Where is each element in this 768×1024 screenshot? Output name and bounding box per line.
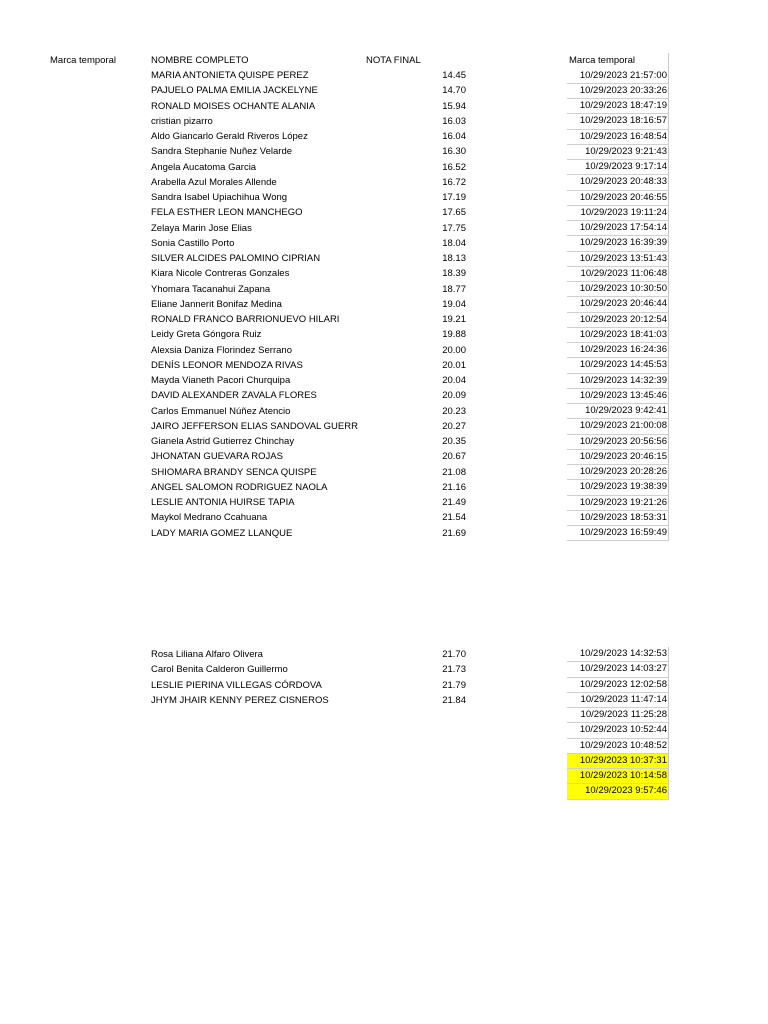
grade-cell: 21.84 xyxy=(442,694,466,706)
grade-cell: 17.65 xyxy=(442,207,466,219)
right-timestamp-cell: 10/29/2023 10:30:50 xyxy=(567,282,669,297)
grade-cell: 15.94 xyxy=(442,100,466,112)
right-timestamp-cell: 10/29/2023 19:11:24 xyxy=(567,206,669,221)
table-row xyxy=(0,678,480,693)
name-cell: Sandra Isabel Upiachihua Wong xyxy=(151,192,288,203)
grade-cell: 17.19 xyxy=(442,192,466,203)
grade-cell: 20.00 xyxy=(442,344,466,356)
table-row xyxy=(0,175,480,190)
right-header-marca-temporal: Marca temporal xyxy=(567,53,669,69)
table-row xyxy=(0,510,480,525)
grade-cell: 20.09 xyxy=(442,390,466,402)
name-cell: Aldo Giancarlo Gerald Riveros López xyxy=(151,131,308,142)
table-row xyxy=(0,434,480,449)
grade-cell: 16.30 xyxy=(442,146,466,158)
right-timestamp-cell: 10/29/2023 10:48:52 xyxy=(567,739,669,754)
highlighted-timestamp-cell: 10/29/2023 9:57:46 xyxy=(567,784,669,799)
right-timestamp-cell: 10/29/2023 14:03:27 xyxy=(567,662,669,677)
right-timestamp-cell: 10/29/2023 12:02:58 xyxy=(567,678,669,693)
right-timestamp-cell: 10/29/2023 9:21:43 xyxy=(567,145,669,160)
right-timestamp-cell: 10/29/2023 20:56:56 xyxy=(567,435,669,450)
right-timestamp-cell: 10/29/2023 14:45:53 xyxy=(567,358,669,373)
grade-cell: 21.54 xyxy=(442,512,466,524)
right-timestamp-cell: 10/29/2023 18:16:57 xyxy=(567,114,669,129)
grade-cell: 21.08 xyxy=(442,466,466,478)
right-timestamp-cell: 10/29/2023 18:47:19 xyxy=(567,99,669,114)
name-cell: Kiara Nicole Contreras Gonzales xyxy=(151,268,290,280)
table-row xyxy=(0,236,480,251)
highlighted-timestamp-cell: 10/29/2023 10:37:31 xyxy=(567,754,669,769)
right-timestamp-cell: 10/29/2023 16:24:36 xyxy=(567,343,669,358)
name-cell: JAIRO JEFFERSON ELIAS SANDOVAL GUERR xyxy=(151,420,358,432)
name-cell: Gianela Astrid Gutierrez Chinchay xyxy=(151,436,295,447)
right-timestamp-cell: 10/29/2023 11:47:14 xyxy=(567,693,669,708)
name-cell: JHONATAN GUEVARA ROJAS xyxy=(151,451,283,463)
name-cell: DENÍS LEONOR MENDOZA RIVAS xyxy=(151,359,303,371)
name-cell: Rosa Liliana Alfaro Olivera xyxy=(151,649,263,660)
grade-cell: 20.67 xyxy=(442,451,466,463)
table-row xyxy=(0,282,480,297)
right-timestamp-cell: 10/29/2023 20:48:33 xyxy=(567,175,669,190)
grade-cell: 16.52 xyxy=(442,161,466,173)
name-cell: LESLIE ANTONIA HUIRSE TAPIA xyxy=(151,497,295,508)
table-row xyxy=(0,251,480,266)
table-row xyxy=(0,327,480,342)
right-timestamp-cell: 10/29/2023 13:51:43 xyxy=(567,252,669,267)
right-timestamp-cell: 10/29/2023 14:32:53 xyxy=(567,647,669,662)
table-row xyxy=(0,221,480,236)
table-row xyxy=(0,404,480,419)
right-timestamp-cell: 10/29/2023 14:32:39 xyxy=(567,374,669,389)
right-timestamp-cell: 10/29/2023 21:00:08 xyxy=(567,419,669,434)
lower-grade-table xyxy=(0,647,480,708)
table-row xyxy=(0,114,480,129)
name-cell: Maykol Medrano Ccahuana xyxy=(151,512,268,524)
table-row xyxy=(0,205,480,220)
highlighted-timestamp-cell: 10/29/2023 10:14:58 xyxy=(567,769,669,784)
name-cell: Mayda Vianeth Pacori Churquipa xyxy=(151,375,291,386)
name-cell: Sandra Stephanie Nuñez Velarde xyxy=(151,146,293,158)
right-timestamp-cell: 10/29/2023 10:52:44 xyxy=(567,723,669,738)
name-cell: SHIOMARA BRANDY SENCA QUISPE xyxy=(151,466,317,478)
name-cell: Sonia Castillo Porto xyxy=(151,237,235,249)
right-timestamp-cell: 10/29/2023 19:38:39 xyxy=(567,480,669,495)
grade-cell: 20.01 xyxy=(442,359,466,371)
name-cell: LADY MARIA GOMEZ LLANQUE xyxy=(151,527,293,539)
table-row xyxy=(0,160,480,175)
grade-cell: 20.23 xyxy=(442,405,466,417)
grade-cell: 18.13 xyxy=(442,253,466,264)
right-timestamp-cell: 10/29/2023 20:46:44 xyxy=(567,297,669,312)
table-row xyxy=(0,495,480,510)
grade-cell: 19.21 xyxy=(442,314,466,325)
table-row xyxy=(0,343,480,358)
table-row xyxy=(0,129,480,144)
grade-cell: 19.88 xyxy=(442,329,466,341)
table-row xyxy=(0,480,480,495)
table-row xyxy=(0,68,480,83)
right-timestamp-cell: 10/29/2023 13:45:46 xyxy=(567,389,669,404)
right-upper-list xyxy=(567,69,669,542)
right-timestamp-cell: 10/29/2023 9:17:14 xyxy=(567,160,669,175)
grade-cell: 19.04 xyxy=(442,298,466,310)
grade-cell: 14.45 xyxy=(442,70,466,81)
right-timestamp-cell: 10/29/2023 17:54:14 xyxy=(567,221,669,236)
table-row xyxy=(0,693,480,708)
table-row xyxy=(0,99,480,114)
right-timestamp-cell: 10/29/2023 20:28:26 xyxy=(567,465,669,480)
grade-cell: 18.77 xyxy=(442,283,466,295)
table-row xyxy=(0,190,480,205)
grade-cell: 21.73 xyxy=(442,664,466,676)
grade-cell: 14.70 xyxy=(442,85,466,97)
name-cell: DAVID ALEXANDER ZAVALA FLORES xyxy=(151,390,317,402)
name-cell: Leidy Greta Góngora Ruiz xyxy=(151,329,262,341)
table-row xyxy=(0,419,480,434)
name-cell: FELA ESTHER LEON MANCHEGO xyxy=(151,207,303,219)
grade-cell: 16.72 xyxy=(442,176,466,188)
table-row xyxy=(0,266,480,281)
name-cell: MARIA ANTONIETA QUISPE PEREZ xyxy=(151,70,309,81)
table-row xyxy=(0,662,480,677)
table-row xyxy=(0,83,480,98)
name-cell: JHYM JHAIR KENNY PEREZ CISNEROS xyxy=(151,694,329,706)
name-cell: Carol Benita Calderon Guillermo xyxy=(151,664,288,676)
table-row xyxy=(0,647,480,662)
table-row xyxy=(0,373,480,388)
header-marca-temporal: Marca temporal xyxy=(50,55,116,66)
name-cell: Arabella Azul Morales Allende xyxy=(151,176,277,188)
right-timestamp-cell: 10/29/2023 18:41:03 xyxy=(567,328,669,343)
grade-cell: 18.39 xyxy=(442,268,466,280)
grade-cell: 20.35 xyxy=(442,436,466,447)
grade-cell: 21.69 xyxy=(442,527,466,539)
main-grade-table xyxy=(0,68,480,541)
name-cell: ANGEL SALOMON RODRIGUEZ NAOLA xyxy=(151,481,328,493)
right-timestamp-cell: 10/29/2023 20:46:15 xyxy=(567,450,669,465)
name-cell: PAJUELO PALMA EMILIA JACKELYNE xyxy=(151,85,318,97)
name-cell: Carlos Emmanuel Núñez Atencio xyxy=(151,405,291,417)
table-row xyxy=(0,388,480,403)
grade-cell: 21.79 xyxy=(442,679,466,691)
grade-cell: 20.04 xyxy=(442,375,466,386)
name-cell: Yhomara Tacanahui Zapana xyxy=(151,283,271,295)
right-timestamp-cell: 10/29/2023 16:59:49 xyxy=(567,526,669,541)
name-cell: Alexsia Daniza Florindez Serrano xyxy=(151,344,292,356)
table-row xyxy=(0,312,480,327)
grade-cell: 21.49 xyxy=(442,497,466,508)
grade-cell: 17.75 xyxy=(442,222,466,234)
name-cell: Angela Aucatoma Garcia xyxy=(151,161,257,173)
name-cell: Zelaya Marin Jose Elias xyxy=(151,222,252,234)
name-cell: Eliane Jannerit Bonifaz Medina xyxy=(151,298,282,310)
name-cell: RONALD FRANCO BARRIONUEVO HILARI xyxy=(151,314,340,325)
header-nota-final: NOTA FINAL xyxy=(366,55,421,66)
name-cell: RONALD MOISES OCHANTE ALANIA xyxy=(151,100,316,112)
grade-cell: 18.04 xyxy=(442,237,466,249)
right-timestamp-cell: 10/29/2023 9:42:41 xyxy=(567,404,669,419)
right-timestamp-cell: 10/29/2023 18:53:31 xyxy=(567,511,669,526)
table-row xyxy=(0,144,480,159)
grade-cell: 16.03 xyxy=(442,115,466,127)
name-cell: LESLIE PIERINA VILLEGAS CÓRDOVA xyxy=(151,679,322,691)
right-timestamp-column xyxy=(567,53,669,541)
right-timestamp-cell: 10/29/2023 11:06:48 xyxy=(567,267,669,282)
header-nombre-completo: NOMBRE COMPLETO xyxy=(151,55,249,66)
right-timestamp-cell: 10/29/2023 11:25:28 xyxy=(567,708,669,723)
right-timestamp-cell: 10/29/2023 20:33:26 xyxy=(567,84,669,99)
right-timestamp-cell: 10/29/2023 16:39:39 xyxy=(567,236,669,251)
grade-cell: 20.27 xyxy=(442,420,466,432)
grade-cell: 21.70 xyxy=(442,649,466,660)
table-row xyxy=(0,449,480,464)
right-lower-list xyxy=(567,647,669,800)
table-row xyxy=(0,526,480,541)
right-timestamp-cell: 10/29/2023 20:12:54 xyxy=(567,313,669,328)
name-cell: SILVER ALCIDES PALOMINO CIPRIAN xyxy=(151,253,321,264)
name-cell: cristian pizarro xyxy=(151,115,213,127)
right-timestamp-cell: 10/29/2023 16:48:54 xyxy=(567,130,669,145)
right-timestamp-cell: 10/29/2023 21:57:00 xyxy=(567,69,669,84)
table-row xyxy=(0,297,480,312)
grade-cell: 16.04 xyxy=(442,131,466,142)
right-timestamp-cell: 10/29/2023 20:46:55 xyxy=(567,191,669,206)
right-timestamp-cell: 10/29/2023 19:21:26 xyxy=(567,496,669,511)
grade-cell: 21.16 xyxy=(442,481,466,493)
table-row xyxy=(0,358,480,373)
table-row xyxy=(0,465,480,480)
